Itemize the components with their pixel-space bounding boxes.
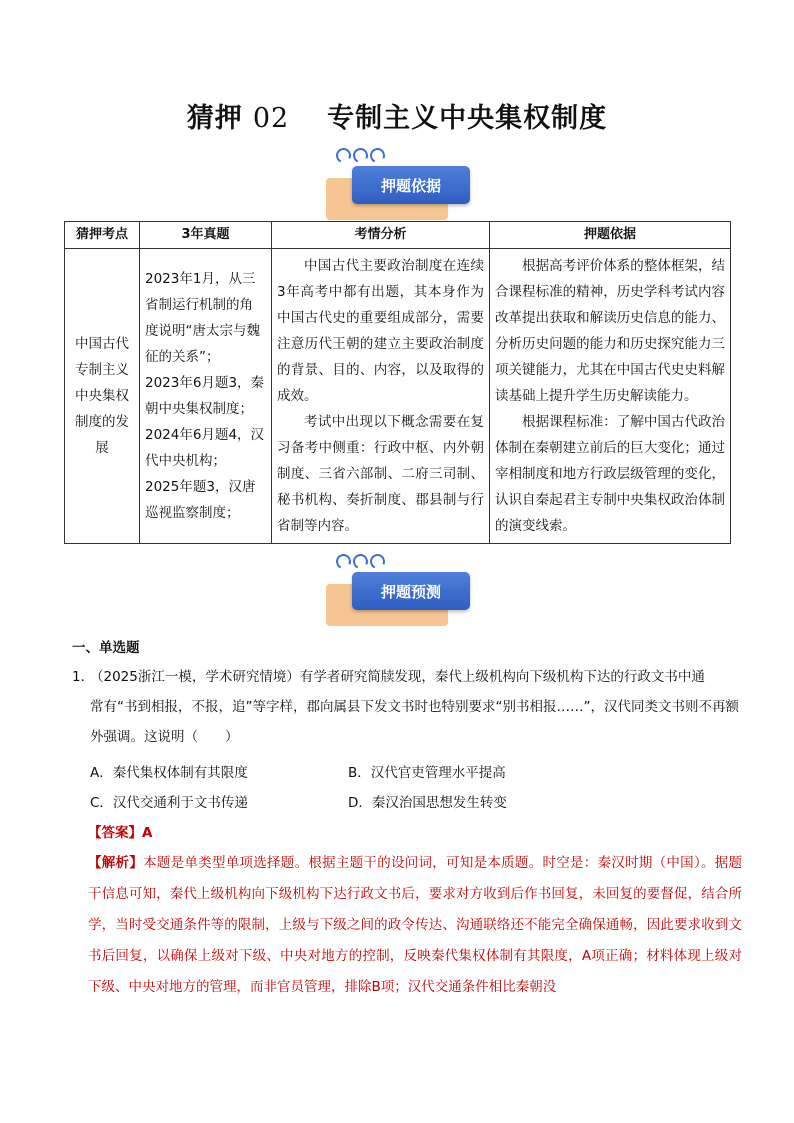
answer-line bbox=[88, 818, 152, 848]
rings-decoration bbox=[336, 554, 385, 570]
analysis-paragraph: 中国古代主要政治制度在连续3年高考中都有出题，其本身作为中国古代史的重要组成部分，需要注意历代王朝的建立主要政治制度的背景、目的、内容，以及取得的成效。 bbox=[277, 258, 484, 404]
question-stem-rest: 常有“书到相报，不报，追”等字样，郡向属县下发文书时也特别要求“别书相报……”，汉代同类文书则不再额外强调。这说明（ ） bbox=[90, 699, 739, 745]
option-c[interactable]: C．汉代交通利于文书传递 bbox=[90, 795, 248, 811]
page-title bbox=[0, 96, 794, 135]
option-a[interactable]: A．秦代集权体制有其限度 bbox=[90, 765, 248, 781]
badge-prediction-label: 押题预测 bbox=[352, 572, 470, 610]
answer-tag: 【答案】 bbox=[88, 825, 142, 841]
options bbox=[90, 758, 730, 818]
header-basis: 押题依据 bbox=[490, 222, 731, 249]
title-text: 专制主义中央集权制度 bbox=[327, 103, 608, 134]
header-topic: 猜押考点 bbox=[65, 222, 140, 249]
cell-topic: 中国古代专制主义中央集权制度的发展 bbox=[65, 249, 140, 544]
analysis-block bbox=[88, 848, 742, 1003]
option-b[interactable]: B．汉代官吏管理水平提高 bbox=[348, 765, 506, 781]
header-exams: 3年真题 bbox=[140, 222, 272, 249]
question-stem bbox=[72, 662, 740, 752]
title-prefix: 猜押 bbox=[186, 103, 243, 134]
basis-paragraph: 根据高考评价体系的整体框架，结合课程标准的精神，历史学科考试内容改革提出获取和解读历史信息的能力、分析历史问题的能力和历史探究能力三项关键能力，尤其在中国古代史史料解读基础上提升学生历史解读能力。 bbox=[495, 258, 725, 404]
answer-value: A bbox=[142, 825, 153, 841]
badge-basis bbox=[326, 160, 476, 228]
analysis-paragraph: 考试中出现以下概念需要在复习备考中侧重：行政中枢、内外朝制度、三省六部制、二府三司制、秘书机构、奏折制度、郡县制与行省制等内容。 bbox=[277, 414, 484, 534]
cell-basis bbox=[490, 249, 731, 544]
section-heading: 一、单选题 bbox=[72, 640, 140, 656]
basis-table bbox=[64, 221, 731, 544]
badge-prediction bbox=[326, 566, 476, 634]
option-d[interactable]: D．秦汉治国思想发生转变 bbox=[348, 795, 507, 811]
basis-paragraph: 根据课程标准：了解中国古代政治体制在秦朝建立前后的巨大变化；通过宰相制度和地方行政层级管理的变化，认识自秦起君主专制中央集权政治体制的演变线索。 bbox=[495, 414, 725, 534]
cell-analysis bbox=[272, 249, 490, 544]
table-header-row bbox=[65, 222, 731, 249]
header-analysis: 考情分析 bbox=[272, 222, 490, 249]
rings-decoration bbox=[336, 148, 385, 164]
title-number: 02 bbox=[252, 103, 290, 134]
analysis-tag: 【解析】 bbox=[88, 855, 144, 871]
analysis-text: 本题是单类型单项选择题。根据主题干的设问词，可知是本质题。时空是：秦汉时期（中国）。据题干信息可知，秦代上级机构向下级机构下达行政文书后，要求对方收到后作书回复，未回复的要督促，结合所学，当时受交通条件等的限制，上级与下级之间的政令传达、沟通联络还不能完全确保通畅，因此要求收到文书后回复，以确保上级对下级、中央对地方的控制，反映秦代集权体制有其限度，A项正确；材料体现上级对下级、中央对地方的管理，而非官员管理，排除B项；汉代交通条件相比秦朝没 bbox=[88, 855, 743, 995]
badge-basis-label: 押题依据 bbox=[352, 166, 470, 204]
question-number: 1． bbox=[72, 669, 95, 685]
cell-exams: 2023年1月，从三省制运行机制的角度说明“唐太宗与魏征的关系”； 2023年6月题3，秦朝中央集权制度； 2024年6月题4，汉代中央机构； 2025年题3，汉唐巡视监察制度； bbox=[140, 249, 272, 544]
table-row bbox=[65, 249, 731, 544]
question-stem-line1: （2025浙江一模，学术研究情境）有学者研究简牍发现，秦代上级机构向下级机构下达的行政文书中通 bbox=[90, 669, 705, 685]
